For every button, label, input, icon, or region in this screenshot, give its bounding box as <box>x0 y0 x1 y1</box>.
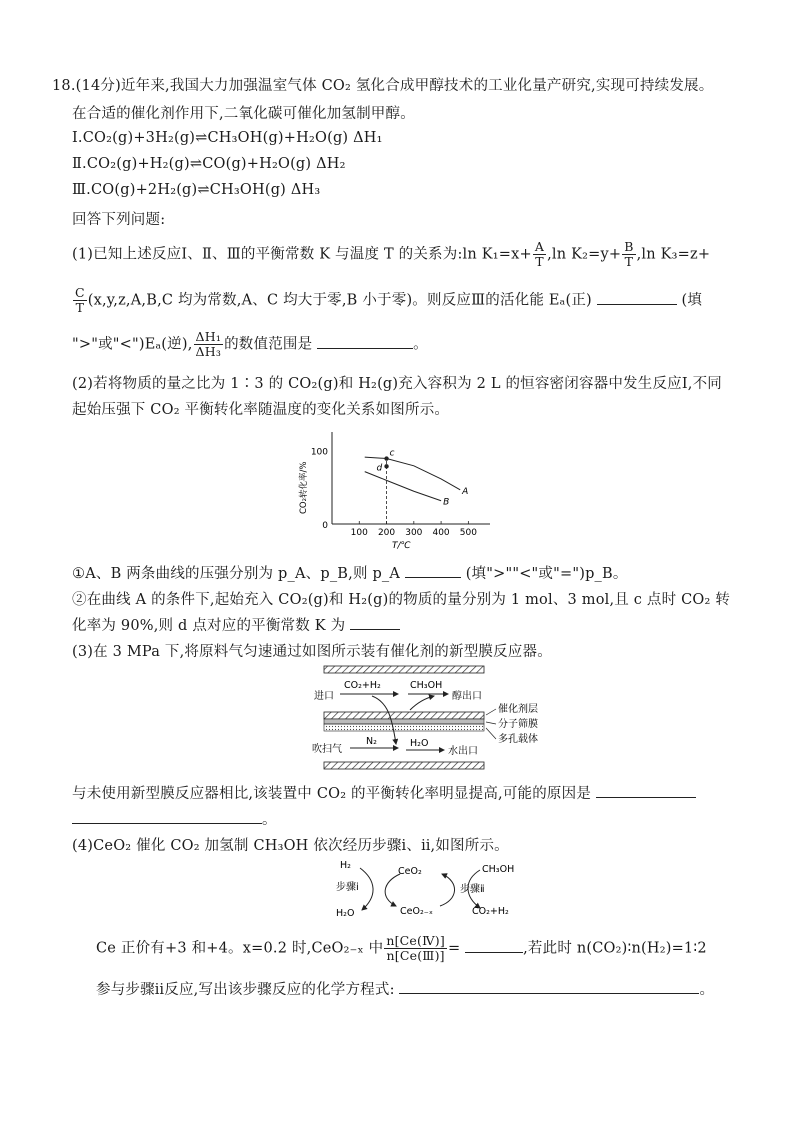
y-tick-label: 0 <box>322 521 328 531</box>
reaction-1: Ⅰ.CO₂(g)+3H₂(g)⇌CH₃OH(g)+H₂O(g) ΔH₁ <box>72 130 383 146</box>
part2-line1: (2)若将物质的量之比为 1∶3 的 CO₂(g)和 H₂(g)充入容积为 2 L 的恒容密闭容器中发生反应Ⅰ,不同 <box>72 376 722 392</box>
part4-question-cont: 参与步骤ⅱ反应,写出该步骤反应的化学方程式: 。 <box>96 978 714 999</box>
reaction-3: Ⅲ.CO(g)+2H₂(g)⇌CH₃OH(g) ΔH₃ <box>72 182 321 198</box>
answer-blank-ea[interactable] <box>597 290 677 305</box>
series-label-B: B <box>443 497 450 508</box>
question-intro: 在合适的催化剂作用下,二氧化碳可催化加氢制甲醇。 <box>72 106 415 122</box>
co2-h2-label: CO₂+H₂ <box>472 906 509 917</box>
conversion-chart <box>290 430 510 560</box>
inlet-label: 进口 <box>314 691 334 702</box>
reactor-bottom-wall <box>324 762 484 769</box>
h2o-label: H₂O <box>336 908 355 919</box>
methanol-outlet-label: 醇出口 <box>452 691 482 702</box>
answer-blank-pressure[interactable] <box>405 563 461 578</box>
ceo2-label: CeO₂ <box>398 866 422 877</box>
x-tick-label: 100 <box>350 528 368 538</box>
part3-line1: (3)在 3 MPa 下,将原料气匀速通过如图所示装有催化剂的新型膜反应器。 <box>72 644 552 660</box>
part2-line2: 起始压强下 CO₂ 平衡转化率随温度的变化关系如图所示。 <box>72 402 450 418</box>
series-label-A: A <box>462 486 469 497</box>
part4-line1: (4)CeO₂ 催化 CO₂ 加氢制 CH₃OH 依次经历步骤ⅰ、ⅱ,如图所示。 <box>72 838 509 854</box>
question-header: 18.(14分)近年来,我国大力加强温室气体 CO₂ 氢化合成甲醇技术的工业化量产研究,实现可持续发展。 <box>52 78 714 94</box>
part4-question: Ce 正价有+3 和+4。x=0.2 时,CeO₂₋ₓ 中 $\frac{\text{n[Ce(Ⅳ)]}}{\text{n[Ce(Ⅲ)]}}$ = ,若此时 n(CO₂)∶n(H₂)=1∶2 <box>96 933 707 963</box>
point-c-label: c <box>389 448 395 459</box>
point-d <box>384 464 388 468</box>
x-tick-label: 300 <box>405 528 423 538</box>
sweep-gas-label: 吹扫气 <box>312 744 342 755</box>
reactor-top-wall <box>324 666 484 673</box>
sieve-membrane-label: 分子筛膜 <box>498 719 538 730</box>
point-c <box>384 456 388 460</box>
x-tick-label: 400 <box>432 528 450 538</box>
part1-line3: ">"或"<")Eₐ(逆), $\frac{\text{ΔH₁}}{\text{ΔH₃}}$ 的数值范围是 。 <box>72 329 428 359</box>
h2-label: H₂ <box>340 860 351 871</box>
part3-question-cont: 。 <box>72 808 277 829</box>
x-tick-label: 200 <box>377 528 396 538</box>
reaction-2: Ⅱ.CO₂(g)+H₂(g)⇌CO(g)+H₂O(g) ΔH₂ <box>72 156 346 172</box>
part3-question: 与未使用新型膜反应器相比,该装置中 CO₂ 的平衡转化率明显提高,可能的原因是 <box>72 782 696 803</box>
answer-prompt: 回答下列问题: <box>72 212 166 228</box>
x-axis-label: T/℃ <box>392 541 411 551</box>
sieve-membrane <box>324 719 484 724</box>
answer-blank-reason-2[interactable] <box>72 809 262 824</box>
answer-blank-k[interactable] <box>350 615 400 630</box>
series-line-B <box>365 472 441 501</box>
part1-line1: (1)已知上述反应Ⅰ、Ⅱ、Ⅲ的平衡常数 K 与温度 T 的关系为:ln K₁=x+ $\frac{A}{T}$ ,ln K₂=y+ $\frac{B}{T}$ ,ln K₃=z+ <box>72 239 711 269</box>
series-line-A <box>365 457 460 490</box>
answer-blank-reason-1[interactable] <box>596 783 696 798</box>
ch3oh-label: CH₃OH <box>482 864 515 875</box>
product-label: CH₃OH <box>410 680 443 691</box>
y-axis-label: CO₂转化率/% <box>299 461 309 514</box>
answer-blank-ratio[interactable] <box>317 334 413 349</box>
water-label: H₂O <box>410 738 429 749</box>
catalyst-layer-label: 催化剂层 <box>498 704 538 715</box>
part2-q2a: ②在曲线 A 的条件下,起始充入 CO₂(g)和 H₂(g)的物质的量分别为 1 mol、3 mol,且 c 点时 CO₂ 转 <box>72 592 731 608</box>
feed-label: CO₂+H₂ <box>344 680 381 691</box>
part1-line2: $\frac{C}{T}$ (x,y,z,A,B,C 均为常数,A、C 均大于零,B 小于零)。则反应Ⅲ的活化能 Eₐ(正) (填 <box>75 285 703 315</box>
ceo2-cycle-diagram <box>330 856 550 922</box>
answer-blank-ce-ratio[interactable] <box>465 938 523 953</box>
point-d-label: d <box>376 463 383 474</box>
porous-support-label: 多孔载体 <box>498 734 538 745</box>
step2-label: 步骤ⅱ <box>460 884 485 895</box>
x-tick-label: 500 <box>459 528 477 538</box>
part2-q2b: 化率为 90%,则 d 点对应的平衡常数 K 为 <box>72 614 400 635</box>
y-tick-label: 100 <box>310 447 328 458</box>
ceo2x-label: CeO₂₋ₓ <box>400 906 433 917</box>
porous-support <box>324 724 484 731</box>
water-outlet-label: 水出口 <box>448 746 478 757</box>
step1-label: 步骤ⅰ <box>336 882 359 893</box>
part2-q1: ①A、B 两条曲线的压强分别为 p_A、p_B,则 p_A (填">""<"或"=")p_B。 <box>72 562 628 583</box>
n2-label: N₂ <box>366 736 377 747</box>
answer-blank-equation[interactable] <box>399 979 699 994</box>
membrane-reactor-diagram <box>310 662 550 772</box>
catalyst-layer <box>324 712 484 719</box>
